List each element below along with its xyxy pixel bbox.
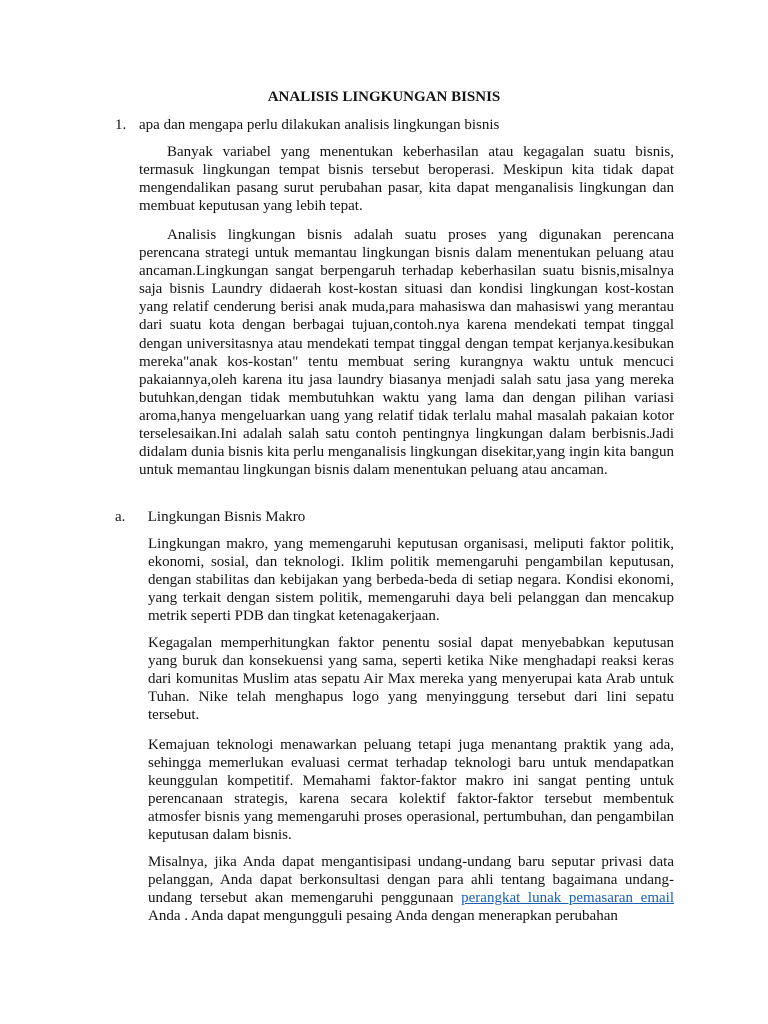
subheading-marker: a. — [115, 509, 126, 525]
paragraph-4: Kegagalan memperhitungkan faktor penentu sosial dapat menyebabkan keputusan yang buruk dan konsekuensi yang sama, seperti ketika Nike menghadapi reaksi keras dari komunitas Muslim atas sepatu Air Max mereka yang menyerupai kata Arab untuk Tuhan. Nike telah menghapus logo yang menyinggung tersebut dari lini sepatu tersebut. — [148, 635, 674, 724]
item-number: 1. — [115, 117, 127, 133]
subheading-a — [115, 507, 305, 527]
paragraph-5: Kemajuan teknologi menawarkan peluang tetapi juga menantang praktik yang ada, sehingga memerlukan evaluasi cermat terhadap teknologi baru untuk mendapatkan keunggulan kompetitif. Memahami faktor-faktor makro ini sangat penting untuk perencanaan strategis, karena secara kolektif faktor-faktor tersebut membentuk atmosfer bisnis yang memengaruhi proses operasional, pertumbuhan, dan pengambilan keputusan dalam bisnis. — [148, 737, 674, 844]
paragraph-2: Analisis lingkungan bisnis adalah suatu proses yang digunakan perencana perencana strategi untuk memantau lingkungan bisnis dalam menentukan peluang atau ancaman.Lingkungan sangat berpengaruh terhadap keberhasilan suatu bisnis,misalnya saja bisnis Laundry didaerah kost-kostan situasi dan kondisi lingkungan kost-kostan yang relatif cenderung berisi anak muda,para mahasiswa dan mahasiswi yang merantau dari suatu kota dengan berbagai tujuan,contoh.nya karena mendekati tempat tinggal dengan universitasnya atau mendekati tempat tinggal dengan tempat kerjanya.kesibukan mereka"anak kos-kostan" tentu membuat sering kurangnya waktu untuk mencuci pakaiannya,oleh karena itu jasa laundry biasanya menjadi salah satu jasa yang mereka butuhkan,dengan tidak membutuhkan waktu yang lama dan dengan pilihan variasi aroma,hanya mengeluarkan uang yang relatif tidak terlalu mahal masalah pakaian kotor terselesaikan.Ini adalah salah satu contoh pentingnya lingkungan dalam berbisnis.Jadi didalam dunia bisnis kita perlu menganalisis lingkungan disekitar,yang ingin kita bangun untuk memantau lingkungan bisnis dalam menentukan peluang atau ancaman. — [139, 227, 674, 479]
numbered-item-1 — [115, 115, 500, 135]
subheading-text: Lingkungan Bisnis Makro — [147, 509, 306, 525]
paragraph-1: Banyak variabel yang menentukan keberhasilan atau kegagalan suatu bisnis, termasuk lingkungan tempat bisnis tersebut beroperasi. Meskipun kita tidak dapat mengendalikan pasang surut perubahan pasar, kita dapat menganalisis lingkungan dan membuat keputusan yang lebih tepat. — [139, 144, 674, 215]
paragraph-6 — [148, 853, 674, 925]
document-title: ANALISIS LINGKUNGAN BISNIS — [267, 89, 501, 105]
paragraph-6-text-before: Misalnya, jika Anda dapat mengantisipasi undang-undang baru seputar privasi data pelanggan, Anda dapat berkonsultasi dengan para ahli tentang bagaimana undang-undang tersebut akan memengaruhi penggunaan — [148, 854, 674, 907]
email-marketing-software-link[interactable]: perangkat lunak pemasaran email — [461, 890, 674, 907]
item-text: apa dan mengapa perlu dilakukan analisis lingkungan bisnis — [139, 117, 500, 133]
paragraph-6-text-after: Anda . Anda dapat mengungguli pesaing Anda dengan menerapkan perubahan — [148, 908, 618, 925]
paragraph-3: Lingkungan makro, yang memengaruhi keputusan organisasi, meliputi faktor politik, ekonomi, sosial, dan teknologi. Iklim politik memengaruhi pengambilan keputusan, dengan stabilitas dan kebijakan yang berbeda-beda di setiap negara. Kondisi ekonomi, yang terkait dengan sistem politik, memengaruhi daya beli pelanggan dan mencakup metrik seperti PDB dan tingkat ketenagakerjaan. — [148, 536, 674, 625]
